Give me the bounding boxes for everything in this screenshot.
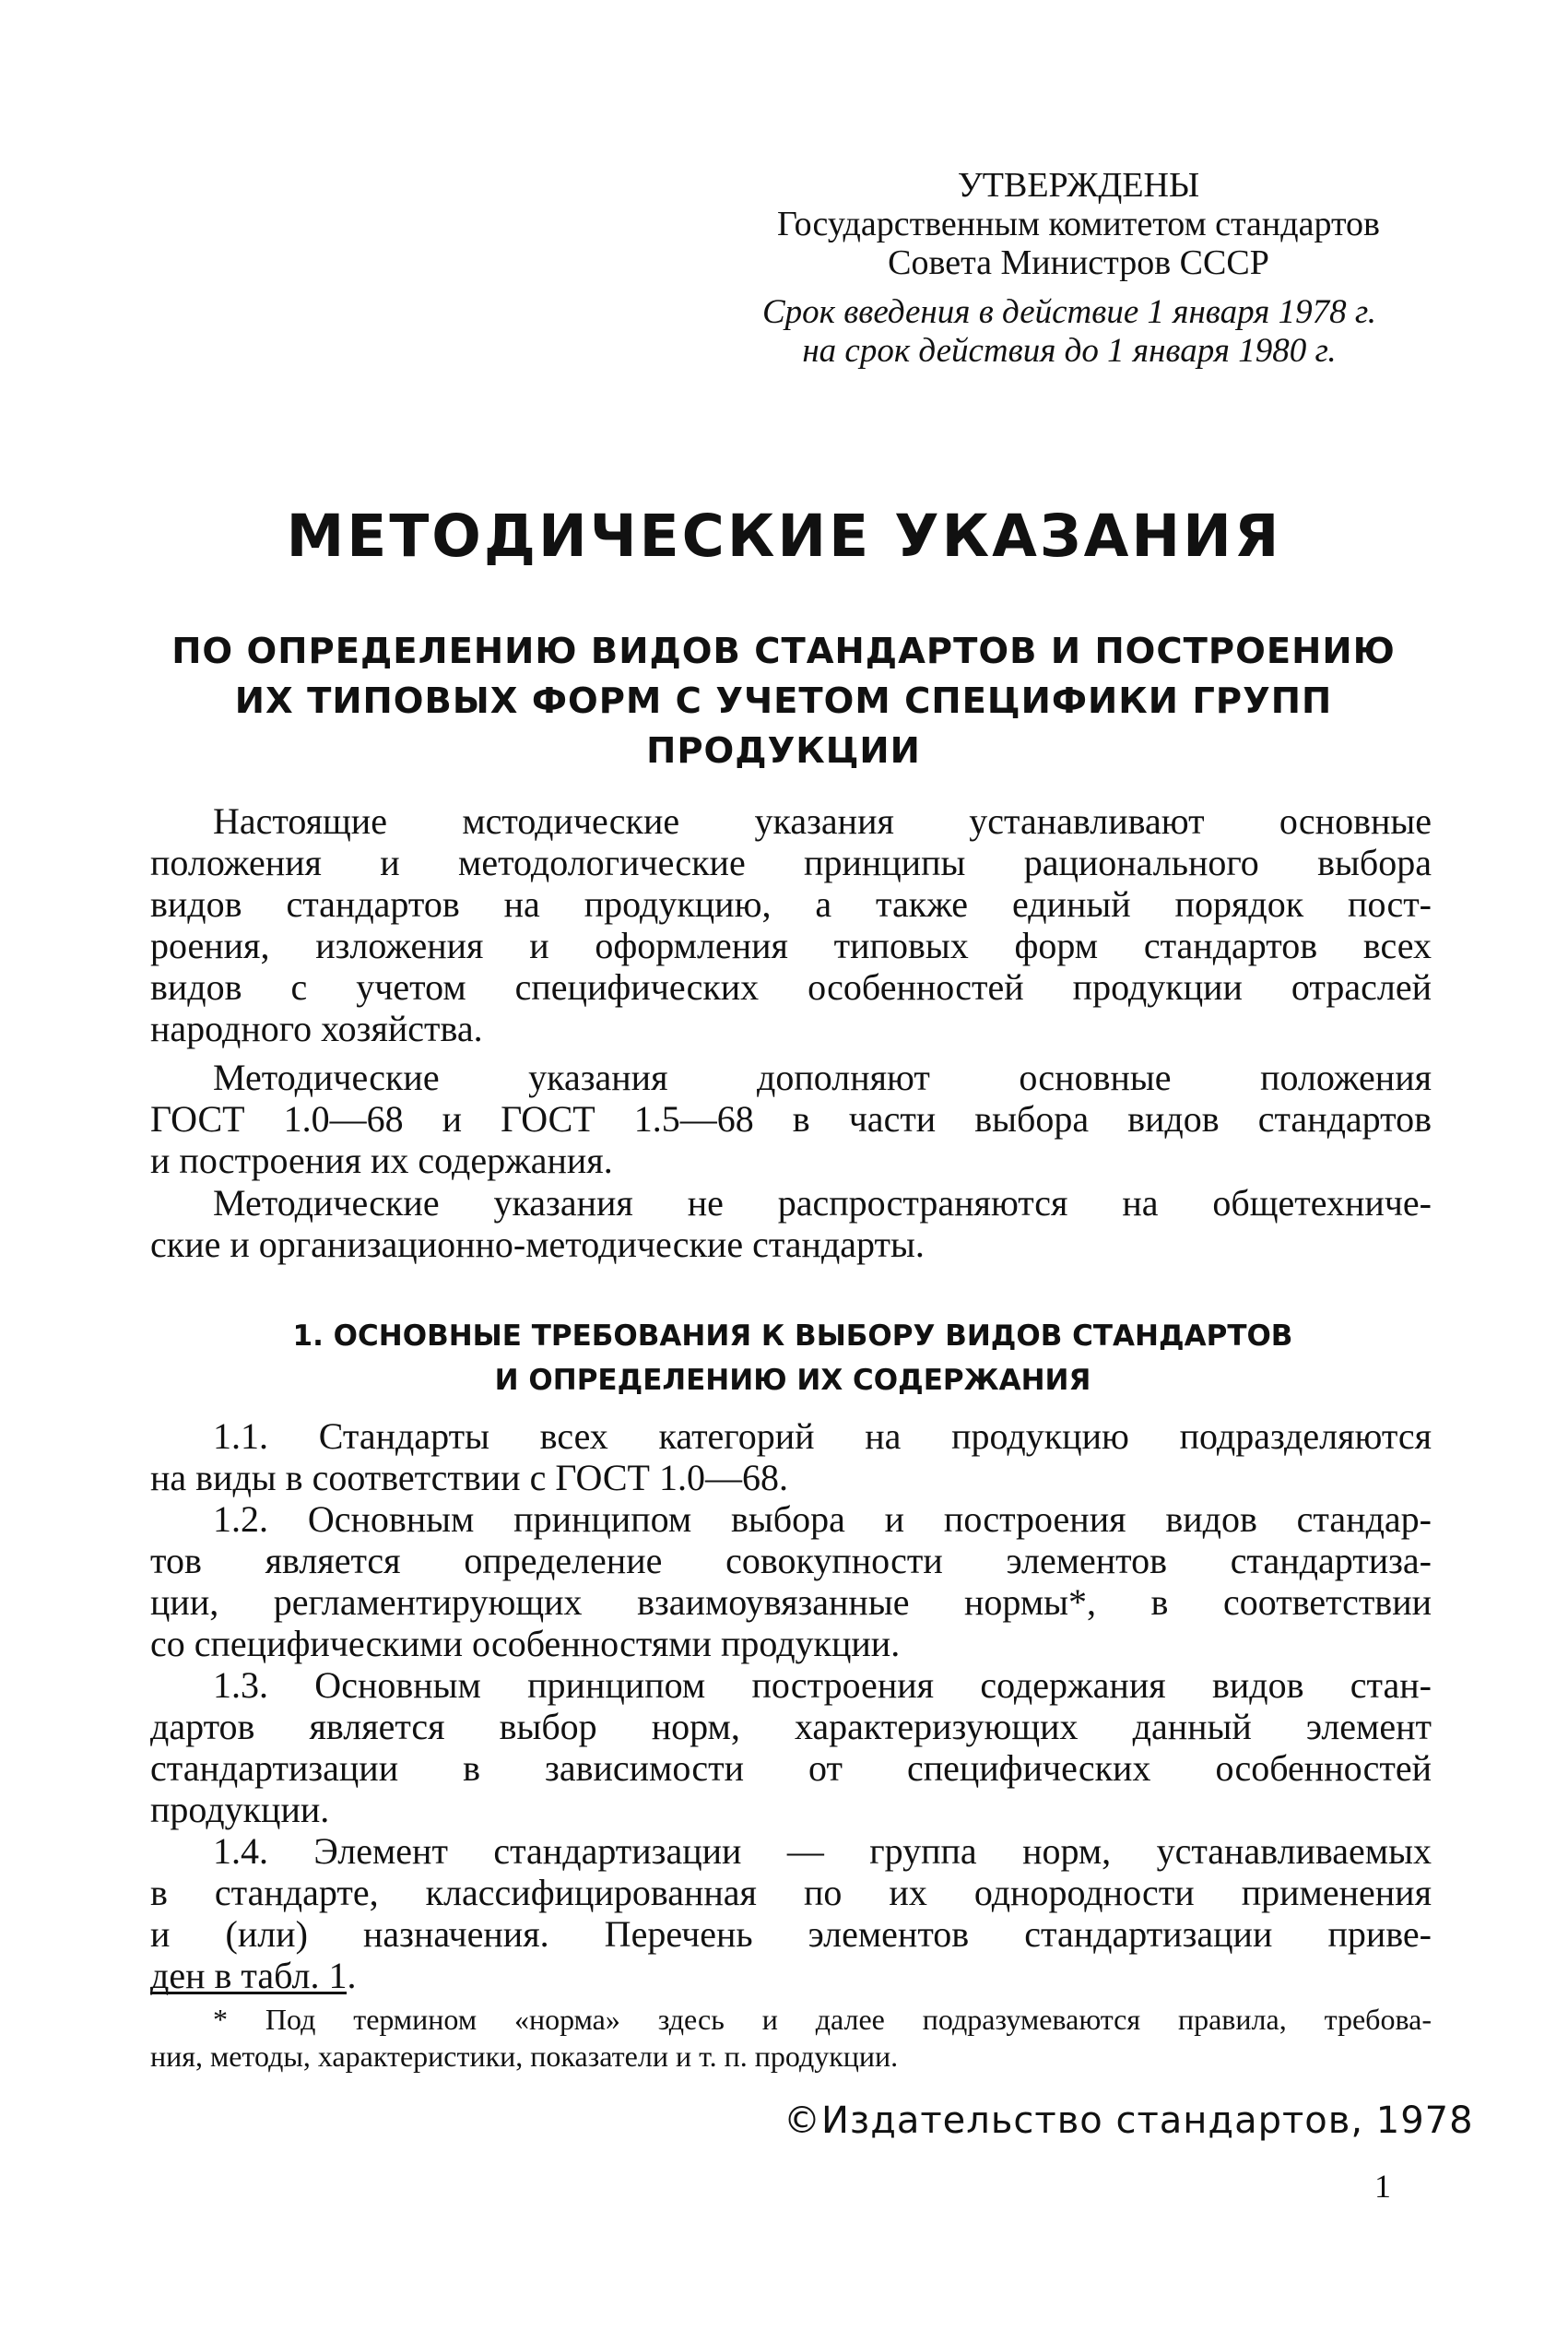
text-line: на виды в соответствии с ГОСТ 1.0—68. [150, 1457, 788, 1498]
text-line: в стандарте, классифицированная по их однородности применения [150, 1872, 1432, 1913]
text-line: дартов является выбор норм, характеризующих данный элемент [150, 1706, 1432, 1747]
text-line: ские и организационно-методические стандарты. [150, 1224, 925, 1265]
clause-1-2 [150, 1498, 1432, 1664]
text-line: 1.2. Основным принципом выбора и построения видов стандар- [213, 1498, 1432, 1540]
text-line: положения и методологические принципы рационального выбора [150, 842, 1432, 883]
approval-line: Совета Министров СССР [888, 243, 1269, 282]
section-heading-line: И ОПРЕДЕЛЕНИЮ ИХ СОДЕРЖАНИЯ [494, 1364, 1091, 1397]
copyright-notice: ©Издательство стандартов, 1978 [784, 2099, 1474, 2142]
intro-paragraph [150, 800, 1432, 1049]
text-line: продукции. [150, 1789, 330, 1830]
clause-1-3 [150, 1664, 1432, 1830]
clause-1-4 [150, 1830, 1432, 1996]
footnote [150, 2001, 1432, 2075]
effective-dates [719, 293, 1420, 371]
text-line: 1.3. Основным принципом построения содержания видов стан- [213, 1664, 1432, 1706]
footnote-divider [150, 1992, 347, 1994]
text-line: стандартизации в зависимости от специфических особенностей [150, 1747, 1432, 1789]
text-line: видов с учетом специфических особенностей продукции отраслей [150, 966, 1432, 1008]
approval-block [737, 166, 1420, 282]
document-title: МЕТОДИЧЕСКИЕ УКАЗАНИЯ [286, 503, 1282, 570]
approval-line: Государственным комитетом стандартов [776, 205, 1381, 243]
text-line: Методические указания не распространяются на общетехниче- [213, 1182, 1432, 1224]
subtitle-line: ПРОДУКЦИИ [646, 730, 921, 772]
document-subtitle [111, 627, 1456, 776]
footnote-line: ния, методы, характеристики, показатели и т. п. продукции. [150, 2040, 899, 2073]
intro-paragraph [150, 1182, 1432, 1265]
text-line: ции, регламентирующих взаимоувязанные нормы*, в соответствии [150, 1581, 1432, 1623]
intro-paragraph [150, 1057, 1432, 1181]
text-line: Методические указания дополняют основные положения [213, 1057, 1432, 1098]
text-line: ден в табл. 1. [150, 1955, 357, 1996]
text-line: видов стандартов на продукцию, а также единый порядок пост- [150, 883, 1432, 925]
section-heading [147, 1314, 1438, 1402]
page-number: 1 [1374, 2168, 1391, 2205]
validity-date-line: на срок действия до 1 января 1980 г. [802, 332, 1337, 370]
footnote-line: * Под термином «норма» здесь и далее подразумеваются правила, требова- [213, 2003, 1432, 2036]
text-line: ГОСТ 1.0—68 и ГОСТ 1.5—68 в части выбора видов стандартов [150, 1098, 1432, 1140]
clause-1-1 [150, 1415, 1432, 1498]
subtitle-line: ПО ОПРЕДЕЛЕНИЮ ВИДОВ СТАНДАРТОВ И ПОСТРОЕНИЮ [171, 631, 1396, 672]
text-line: со специфическими особенностями продукции. [150, 1623, 901, 1664]
text-line: тов является определение совокупности элементов стандартиза- [150, 1540, 1432, 1581]
text-line: и (или) назначения. Перечень элементов стандартизации приве- [150, 1913, 1432, 1955]
effective-date-line: Срок введения в действие 1 января 1978 г. [761, 293, 1377, 331]
subtitle-line: ИХ ТИПОВЫХ ФОРМ С УЧЕТОМ СПЕЦИФИКИ ГРУПП [234, 680, 1333, 722]
text-line: Настоящие мстодические указания устанавливают основные [213, 800, 1432, 842]
approval-heading: УТВЕРЖДЕНЫ [957, 166, 1200, 205]
text-line: роения, изложения и оформления типовых форм стандартов всех [150, 925, 1432, 966]
text-line: и построения их содержания. [150, 1140, 613, 1181]
section-heading-line: 1. ОСНОВНЫЕ ТРЕБОВАНИЯ К ВЫБОРУ ВИДОВ СТАНДАРТОВ [292, 1319, 1293, 1353]
text-line: народного хозяйства. [150, 1008, 483, 1049]
text-line: 1.1. Стандарты всех категорий на продукцию подразделяются [213, 1415, 1432, 1457]
text-line: 1.4. Элемент стандартизации — группа норм, устанавливаемых [213, 1830, 1432, 1872]
